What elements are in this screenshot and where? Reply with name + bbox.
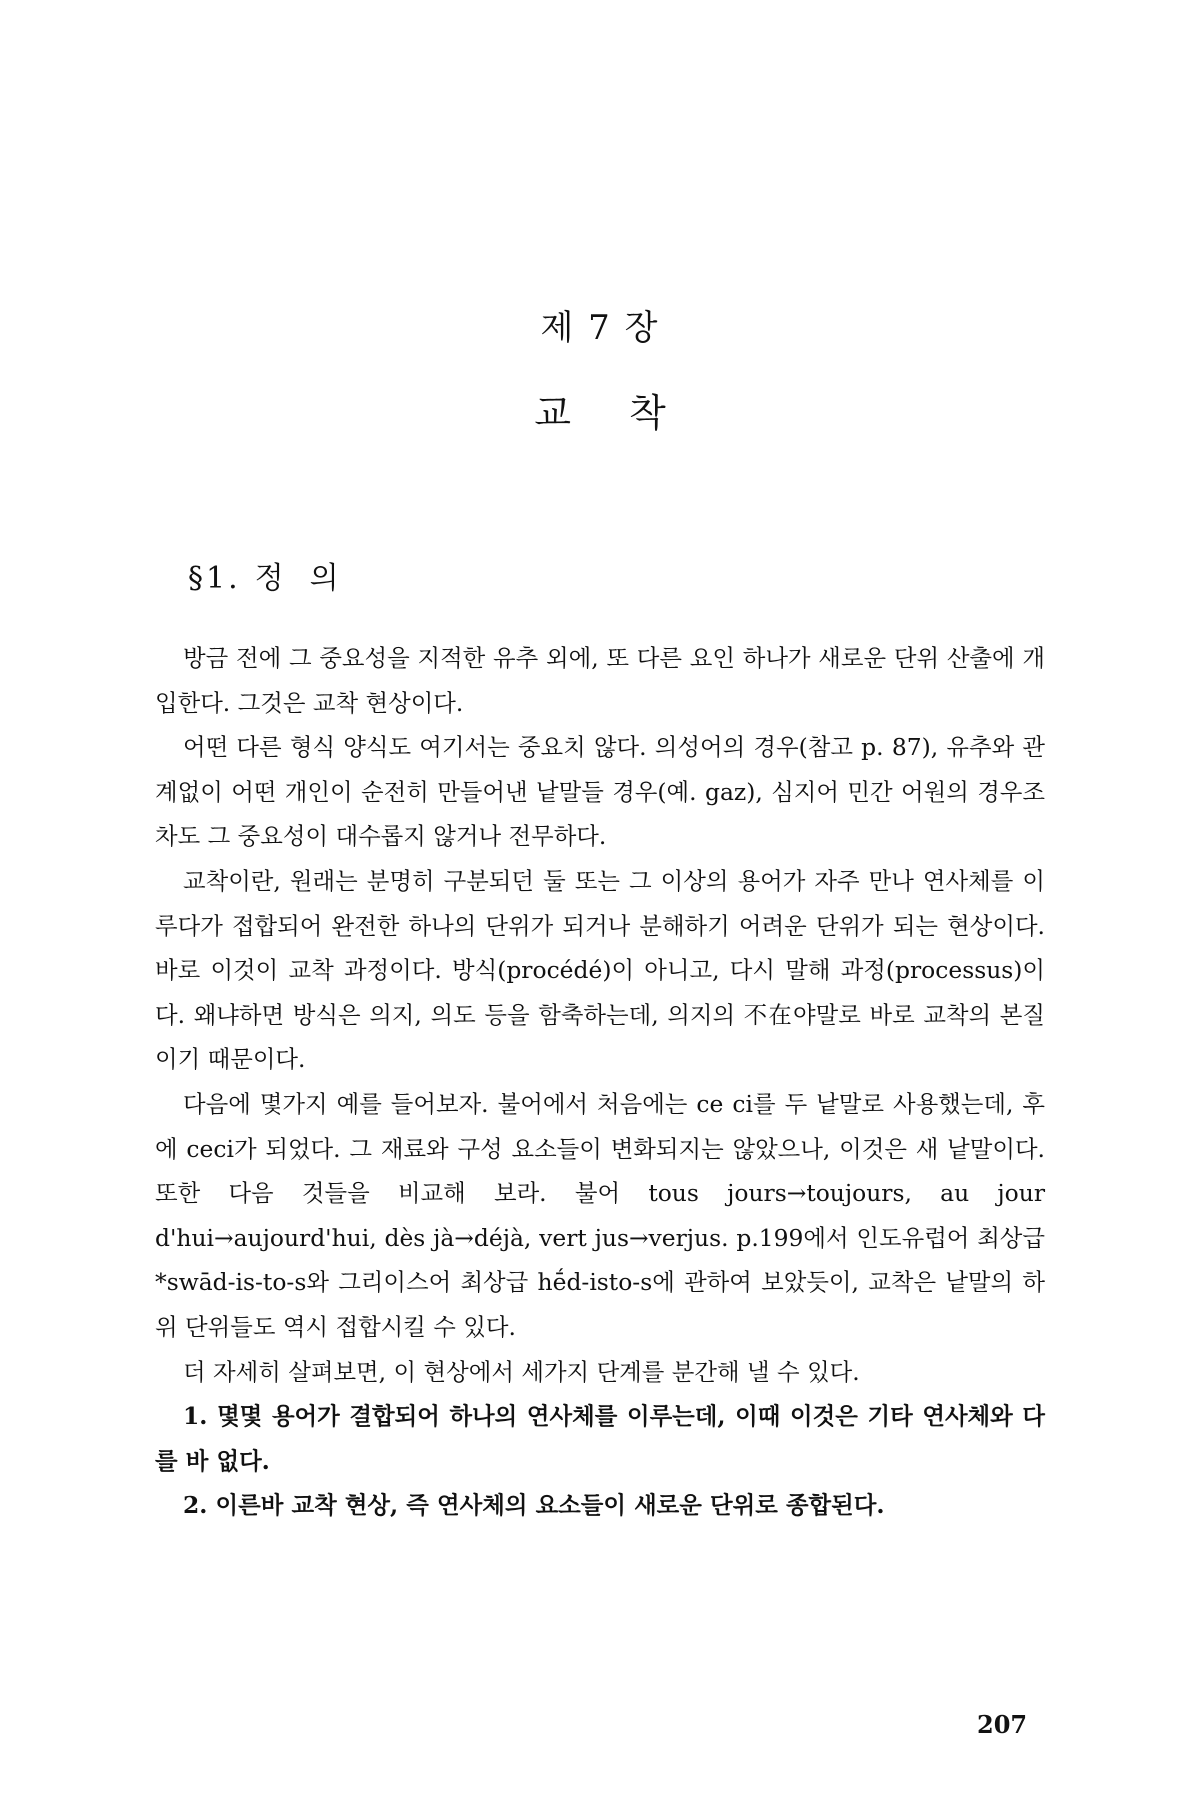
section-number: §1. [188,561,241,596]
paragraph: 어떤 다른 형식 양식도 여기서는 중요치 않다. 의성어의 경우(참고 p. 87), 유추와 관계없이 어떤 개인이 순전히 만들어낸 낱말들 경우(예. gaz), 심지어 민간 어원의 경우조차도 그 중요성이 대수롭지 않거나 전무하다. [155,733,1045,851]
section-title: 정의 [254,561,365,596]
numbered-item: 2. 이른바 교착 현상, 즉 연사체의 요소들이 새로운 단위로 종합된다. [183,1491,885,1520]
chapter-number: 제 7 장 [540,308,660,348]
chapter-title: 교착 [534,391,724,435]
page-number: 207 [977,1710,1028,1739]
paragraph: 방금 전에 그 중요성을 지적한 유추 외에, 또 다른 요인 하나가 새로운 단위 산출에 개입한다. 그것은 교착 현상이다. [155,644,1045,717]
body-text [155,636,1045,1528]
section-heading [188,553,365,597]
paragraph: 다음에 몇가지 예를 들어보자. 불어에서 처음에는 ce ci를 두 낱말로 사용했는데, 후에 ceci가 되었다. 그 재료와 구성 요소들이 변화되지는 않았으나, 이것은 새 낱말이다. 또한 다음 것들을 비교해 보라. 불어 tous jours→toujours, au jour d'hui→aujourd'hui, dès jà→déjà, vert jus→verjus. p.199에서 인도유럽어 최상급 *swād-is-to-s와 그리이스어 최상급 hḗd-isto-s에 관하여 보았듯이, 교착은 낱말의 하위 단위들도 역시 접합시킬 수 있다. [155,1089,1045,1341]
paragraph: 더 자세히 살펴보면, 이 현상에서 세가지 단계를 분간해 낼 수 있다. [183,1357,860,1386]
paragraph: 교착이란, 원래는 분명히 구분되던 둘 또는 그 이상의 용어가 자주 만나 연사체를 이루다가 접합되어 완전한 하나의 단위가 되거나 분해하기 어려운 단위가 되는 현상이다. 바로 이것이 교착 과정이다. 방식(procédé)이 아니고, 다시 말해 과정(processus)이다. 왜냐하면 방식은 의지, 의도 등을 함축하는데, 의지의 不在야말로 바로 교착의 본질이기 때문이다. [155,866,1045,1074]
numbered-item: 1. 몇몇 용어가 결합되어 하나의 연사체를 이루는데, 이때 이것은 기타 연사체와 다를 바 없다. [155,1402,1045,1475]
